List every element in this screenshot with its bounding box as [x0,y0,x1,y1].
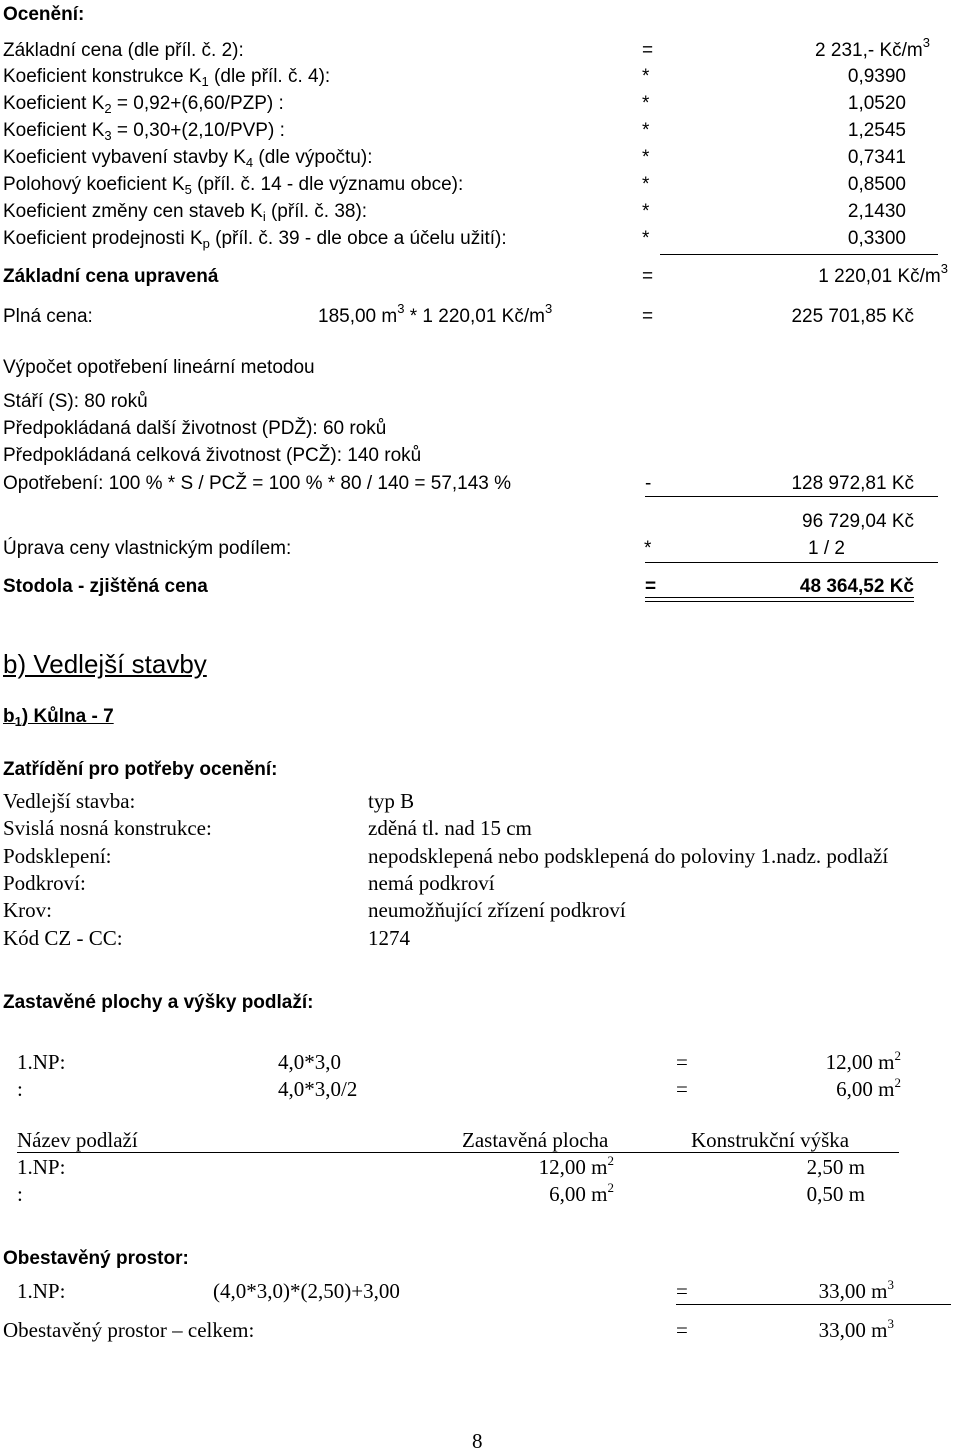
row-k1-value: 0,9390 [847,66,906,87]
uprava-value: 1 / 2 [808,538,845,559]
plocha-value: 12,00 $m^2$ [825,1048,901,1074]
pcz-text: Předpokládaná celková životnost (PCŽ): 140 roků [3,445,422,466]
table-header: Název podlaží [17,1128,138,1152]
row-k1-op: * [642,66,650,87]
final-label: Stodola - zjištěná cena [3,576,208,597]
plna-cena-op: = [642,306,654,327]
row-k2-op: * [642,93,650,114]
pdz-text: Předpokládaná další životnost (PDŽ): 60 roků [3,418,387,439]
prop-label: Krov: [3,898,52,922]
plocha-calc: 4,0*3,0 [278,1050,341,1074]
row-k4-label: Koeficient vybavení stavby $K_4$ (dle výpočtu): [3,147,373,170]
table-cell-height: 0,50 m [806,1182,865,1206]
prop-label: Podkroví: [3,871,86,895]
double-underline [645,601,914,602]
table-header: Konstrukční výška [691,1128,850,1152]
prop-value: nemá podkroví [368,871,495,895]
prop-label: Kód CZ - CC: [3,926,123,950]
row-k5-value: 0,8500 [847,174,906,195]
divider-line [645,496,938,497]
zatrideni-heading: Zatřídění pro potřeby ocenění: [3,759,278,780]
row-k3-value: 1,2545 [847,120,906,141]
vedlejsi-heading: b) Vedlejší stavby [3,649,207,679]
plna-cena-value: 225 701,85 Kč [791,306,914,327]
divider-line [676,1304,951,1305]
plna-cena-calc: 185,00 $m^3 * 1$ 220,01 $Kč/m^3$ [318,301,553,327]
obestaveny-total-value: 33,00 $m^3$ [818,1316,894,1342]
upravena-label: Základní cena upravená [3,266,219,287]
row-k5-op: * [642,174,650,195]
double-underline [645,597,914,598]
obestaveny-total-op: = [676,1318,688,1342]
row-k2-label: Koeficient $K_2 = 0,92+(6,60/PZP)$ : [3,93,284,116]
page-number: 8 [472,1429,483,1453]
row-ki-value: 2,1430 [847,201,906,222]
obestaveny-heading: Obestavěný prostor: [3,1248,189,1269]
final-value: 48 364,52 Kč [799,576,914,597]
prop-value: typ B [368,789,415,813]
uprava-op: * [644,538,652,559]
prop-value: neumožňující zřízení podkroví [368,898,626,922]
opotrebeni-value: 128 972,81 Kč [791,473,914,494]
row-ki-label: Koeficient změny cen staveb $K_i$ (příl. č. 38): [3,201,368,224]
opotrebeni-calc: Opotřebení: 100 % * S / PCŽ = 100 % * 80 / 140 = 57,143 % [3,473,512,494]
row-k2-value: 1,0520 [847,93,906,114]
table-cell-name: 1.NP: [17,1155,66,1179]
obestaveny-row-op: = [676,1279,688,1303]
row-k4-value: 0,7341 [847,147,906,168]
table-cell-area: 6,00 $m^2$ [549,1180,614,1206]
kulna-heading: $b_1$) Kůlna - 7 [3,706,114,729]
row-kp-op: * [642,228,650,249]
table-header: Zastavěná plocha [462,1128,609,1152]
plocha-op: = [676,1050,688,1074]
plocha-calc: 4,0*3,0/2 [278,1077,358,1101]
row-k3-op: * [642,120,650,141]
subtotal-value: 96 729,04 Kč [802,511,914,532]
obestaveny-row-name: 1.NP: [17,1279,66,1303]
opotrebeni-op: - [645,473,652,494]
table-cell-name: : [17,1182,23,1206]
row-zakladni-cena-label: Základní cena (dle příl. č. 2): [3,40,244,61]
prop-value: zděná tl. nad 15 cm [368,816,532,840]
obestaveny-row-calc: (4,0*3,0)*(2,50)+3,00 [213,1279,400,1303]
row-kp-value: 0,3300 [847,228,906,249]
plocha-op: = [676,1077,688,1101]
upravena-value: 1 220,01 $Kč/m^3$ [818,261,948,287]
table-cell-height: 2,50 m [806,1155,865,1179]
row-zakladni-cena-value: 2 231,- $Kč/m^3$ [815,35,930,61]
row-k1-label: Koeficient konstrukce $K_1$ (dle příl. č. 4): [3,66,331,89]
plocha-name: : [17,1077,23,1101]
prop-label: Podsklepení: [3,844,112,868]
row-kp-label: Koeficient prodejnosti $K_p$ (příl. č. 39 - dle obce a účelu užití): [3,228,507,251]
uprava-label: Úprava ceny vlastnickým podílem: [3,538,292,559]
prop-label: Vedlejší stavba: [3,789,136,813]
row-k4-op: * [642,147,650,168]
prop-value: 1274 [368,926,410,950]
upravena-op: = [642,266,654,287]
plochy-heading: Zastavěné plochy a výšky podlaží: [3,992,314,1013]
opotrebeni-title: Výpočet opotřebení lineární metodou [3,357,315,378]
plocha-value: 6,00 $m^2$ [836,1075,901,1101]
final-op: = [645,576,657,597]
row-ki-op: * [642,201,650,222]
prop-value: nepodsklepená nebo podsklepená do poloviny 1.nadz. podlaží [368,844,889,868]
row-k5-label: Polohový koeficient $K_5$ (příl. č. 14 - dle významu obce): [3,174,464,197]
stari-text: Stáří (S): 80 roků [3,391,148,412]
obestaveny-total-label: Obestavěný prostor – celkem: [3,1318,255,1342]
row-zakladni-cena-op: = [642,40,654,61]
divider-line [660,254,938,255]
row-k3-label: Koeficient $K_3 = 0,30+(2,10/PVP)$ : [3,120,285,143]
prop-label: Svislá nosná konstrukce: [3,816,212,840]
plna-cena-label: Plná cena: [3,306,93,327]
plocha-name: 1.NP: [17,1050,66,1074]
obestaveny-row-value: 33,00 $m^3$ [818,1277,894,1303]
table-cell-area: 12,00 $m^2$ [538,1153,614,1179]
table-header-line [17,1152,899,1153]
section-heading-oceneni: Ocenění: [3,4,85,25]
divider-line [645,562,938,563]
